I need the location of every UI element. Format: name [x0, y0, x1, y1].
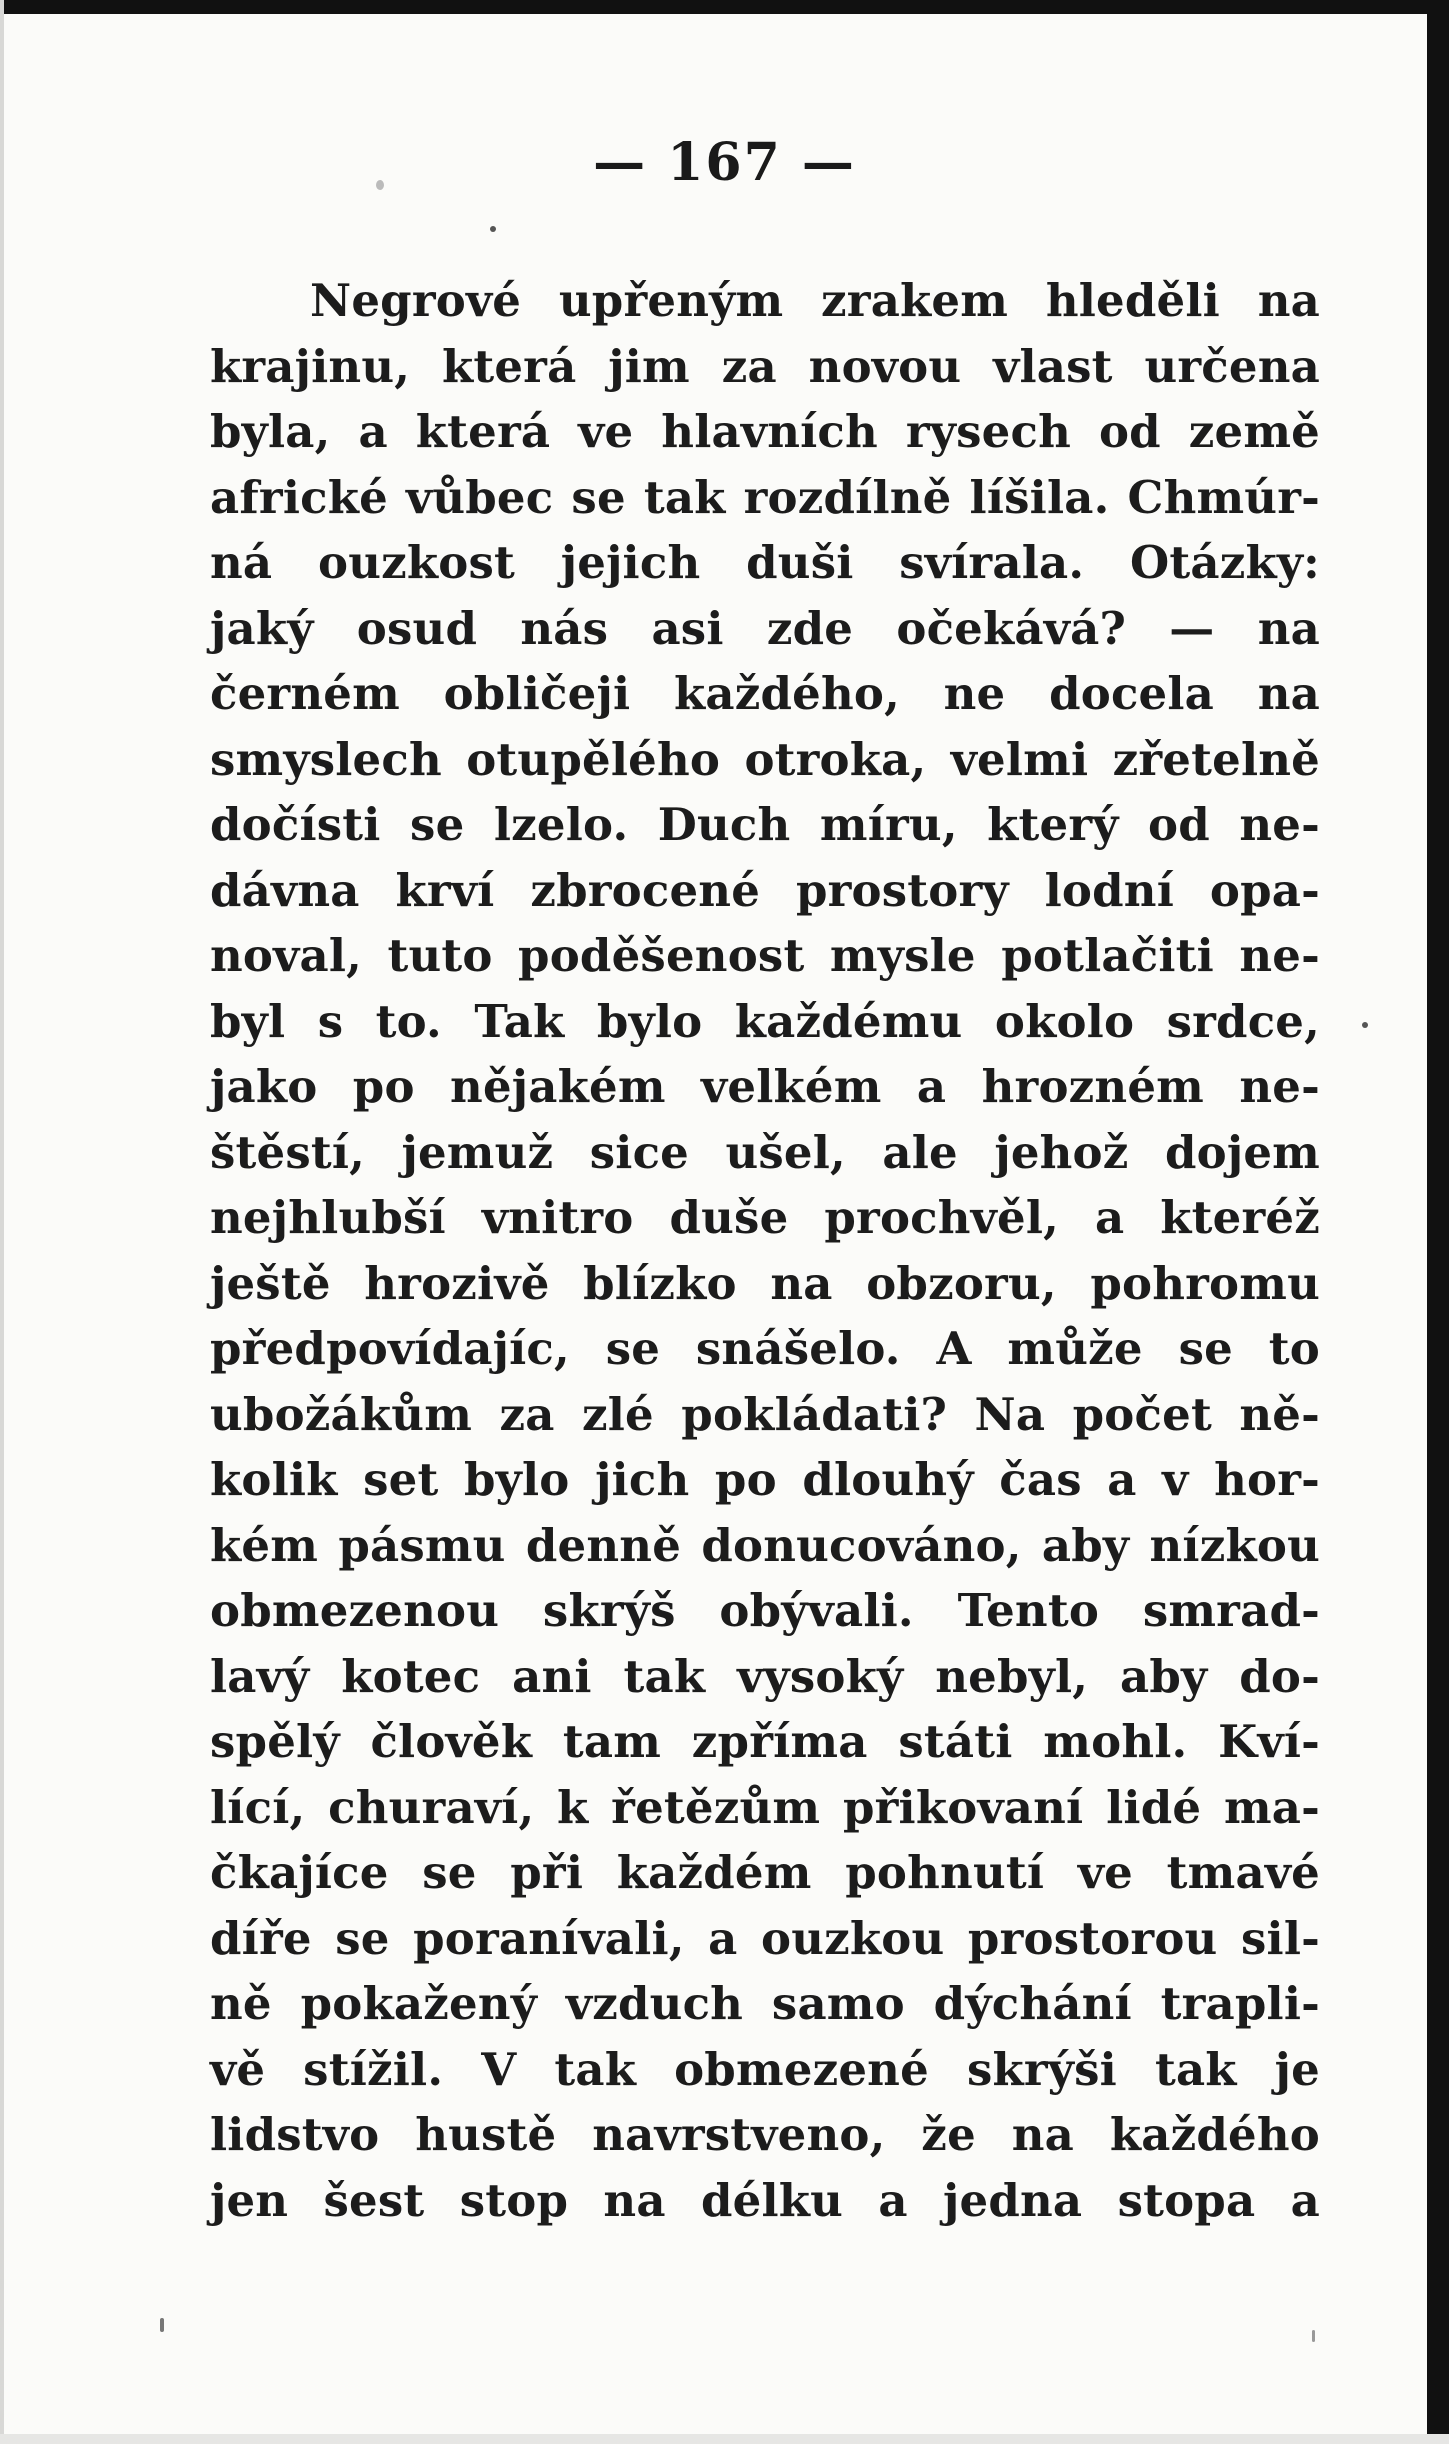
text-line: lící, churaví, k řetězům přikovaní lidé ma- — [210, 1780, 1320, 1834]
text-line: ně pokažený vzduch samo dýchání trapli- — [210, 1977, 1320, 2030]
text-line: obmezenou skrýš obývali. Tento smrad- — [210, 1584, 1320, 1637]
scan-speck — [1362, 1022, 1368, 1028]
text-line: díře se poranívali, a ouzkou prostorou sil- — [210, 1911, 1320, 1965]
text-line: vě stížil. V tak obmezené skrýši tak je — [210, 2042, 1320, 2096]
text-line: byla, a která ve hlavních rysech od země — [210, 405, 1320, 458]
text-line: jako po nějakém velkém a hrozném ne- — [210, 1060, 1320, 1113]
text-line: Negrové upřeným zrakem hleděli na — [310, 274, 1320, 327]
text-line: lidstvo hustě navrstveno, že na každého — [210, 2108, 1320, 2161]
scan-speck — [490, 226, 496, 232]
page-number: — 167 — — [593, 132, 856, 193]
text-line: krajinu, která jim za novou vlast určena — [210, 339, 1320, 393]
body-paragraph — [210, 268, 1320, 2233]
text-line: smyslech otupělého otroka, velmi zřetelně — [210, 732, 1320, 786]
text-line: čkajíce se při každém pohnutí ve tmavé — [210, 1846, 1320, 1899]
text-line: byl s to. Tak bylo každému okolo srdce, — [210, 994, 1320, 1048]
scan-speck — [1312, 2330, 1315, 2342]
text-line: předpovídajíc, se snášelo. A může se to — [210, 1322, 1320, 1375]
text-line: ná ouzkost jejich duši svírala. Otázky: — [210, 536, 1320, 589]
text-line: černém obličeji každého, ne docela na — [210, 667, 1320, 720]
text-line: dočísti se lzelo. Duch míru, který od ne- — [210, 798, 1320, 851]
text-line: kém pásmu denně donucováno, aby nízkou — [210, 1518, 1320, 1572]
text-line: spělý člověk tam zpříma státi mohl. Kví- — [210, 1715, 1320, 1768]
scan-speck — [160, 2318, 164, 2332]
scan-top-edge — [0, 0, 1449, 14]
text-line: jaký osud nás asi zde očekává? — na — [210, 601, 1320, 655]
text-line: kolik set bylo jich po dlouhý čas a v hor- — [210, 1453, 1320, 1506]
text-line: ubožákům za zlé pokládati? Na počet ně- — [210, 1387, 1320, 1441]
text-line: jen šest stop na délku a jedna stopa a — [210, 2173, 1320, 2227]
scan-right-edge — [1427, 0, 1449, 2444]
text-line: ještě hrozivě blízko na obzoru, pohromu — [210, 1256, 1320, 1310]
text-line: lavý kotec ani tak vysoký nebyl, aby do- — [210, 1649, 1320, 1703]
text-line: africké vůbec se tak rozdílně líšila. Chmúr- — [210, 470, 1320, 524]
text-line: štěstí, jemuž sice ušel, ale jehož dojem — [210, 1125, 1320, 1179]
text-line: noval, tuto poděšenost mysle potlačiti ne- — [210, 929, 1320, 982]
scan-bottom-edge — [0, 2434, 1449, 2444]
text-line: dávna krví zbrocené prostory lodní opa- — [210, 863, 1320, 917]
text-line: nejhlubší vnitro duše prochvěl, a kteréž — [210, 1191, 1320, 1244]
scan-left-edge — [0, 0, 4, 2444]
